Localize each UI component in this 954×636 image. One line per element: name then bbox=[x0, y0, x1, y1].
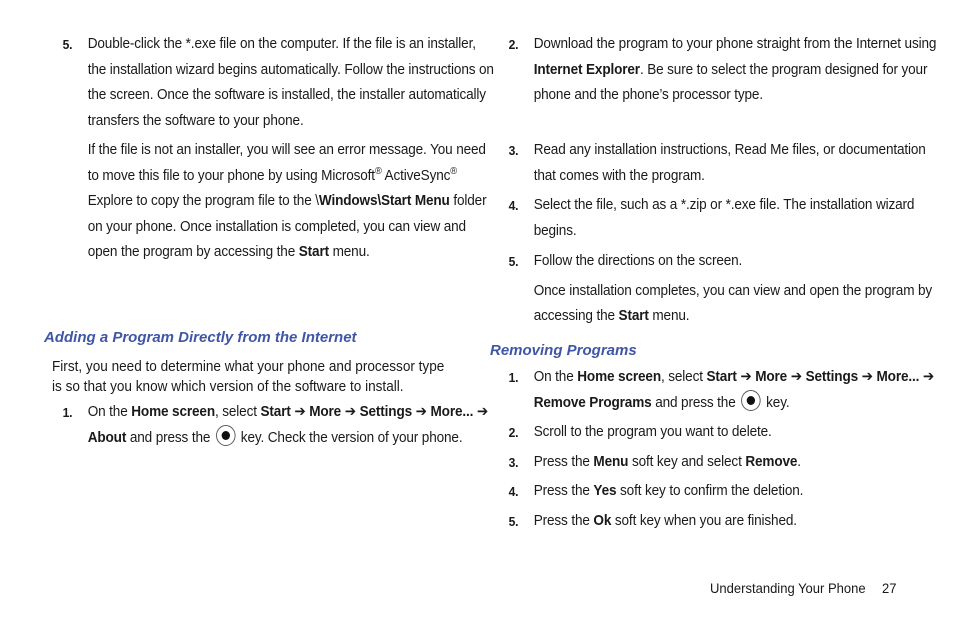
arrow-icon: ➔ bbox=[919, 369, 935, 385]
arrow-icon: ➔ bbox=[736, 369, 756, 385]
start-label: Start bbox=[618, 308, 649, 324]
registered-mark: ® bbox=[374, 165, 382, 177]
step-number: 5. bbox=[508, 254, 519, 269]
select-key-icon bbox=[741, 390, 761, 411]
right-step-3 bbox=[490, 138, 943, 189]
settings-label: Settings bbox=[805, 369, 859, 385]
remove-step-2 bbox=[490, 420, 943, 446]
menu-label: Menu bbox=[593, 454, 629, 470]
step-text: On the Home screen, select Start ➔ More ➔ Settings ➔ More... ➔ Remove Programs and press the key. bbox=[533, 369, 935, 411]
arrow-icon: ➔ bbox=[473, 404, 489, 420]
about-label: About bbox=[87, 429, 127, 446]
more-label: More bbox=[309, 404, 342, 420]
step-text: Press the Yes soft key to confirm the deletion. bbox=[533, 483, 804, 499]
more-label: More bbox=[755, 369, 788, 385]
intro-paragraph: First, you need to determine what your phone and processor type is so that you know which version of the software to install. bbox=[52, 359, 445, 395]
arrow-icon: ➔ bbox=[787, 369, 806, 385]
step-number: 2. bbox=[508, 425, 519, 440]
arrow-icon: ➔ bbox=[290, 404, 310, 420]
step-text: On the Home screen, select Start ➔ More ➔ Settings ➔ More... ➔ About and press the key. Check the version of your phone. bbox=[87, 404, 489, 446]
left-step-5 bbox=[44, 32, 497, 266]
step-note: Once installation completes, you can view and open the program by accessing the Start menu. bbox=[533, 282, 933, 324]
arrow-icon: ➔ bbox=[341, 404, 360, 420]
left-step-1 bbox=[44, 400, 497, 451]
more-dots-label: More... bbox=[876, 369, 920, 385]
step-text: Read any installation instructions, Read Me files, or documentation that comes with the program. bbox=[533, 142, 926, 184]
step-number: 5. bbox=[508, 514, 519, 529]
note-text: If the file is not an installer, you will see an error message. You need to move this file to your phone by using Microsoft bbox=[87, 142, 486, 184]
note-text: menu. bbox=[328, 244, 370, 260]
step-text: Double-click the *.exe file on the computer. If the file is an installer, the installation wizard begins automatically. Follow the instructions on the screen. Once the software is installed, the installer automatically transfers the software to your phone. bbox=[87, 36, 494, 129]
page-footer bbox=[710, 578, 897, 598]
ok-label: Ok bbox=[593, 513, 612, 529]
arrow-icon: ➔ bbox=[412, 404, 431, 420]
section-heading-removing-programs: Removing Programs bbox=[490, 342, 637, 359]
start-label: Start bbox=[706, 369, 737, 385]
step-text: Download the program to your phone straight from the Internet using Internet Explorer. Be sure to select the program designed for your phone and the phone’s processor type. bbox=[533, 36, 937, 103]
start-label: Start bbox=[298, 244, 329, 260]
step-number: 1. bbox=[508, 370, 519, 385]
start-label: Start bbox=[260, 404, 291, 420]
right-step-2 bbox=[490, 32, 943, 109]
note-text: ActiveSync bbox=[381, 167, 451, 184]
remove-label: Remove bbox=[745, 454, 798, 470]
note-text: folder on your phone. Once installation is completed, you can view and open the program by accessing the bbox=[87, 193, 487, 260]
remove-step-4 bbox=[490, 479, 943, 505]
home-screen-label: Home screen bbox=[577, 369, 661, 385]
step-text: Select the file, such as a *.zip or *.exe file. The installation wizard begins. bbox=[533, 197, 915, 239]
step-text: Press the Ok soft key when you are finished. bbox=[533, 513, 797, 529]
settings-label: Settings bbox=[359, 404, 413, 420]
step-number: 3. bbox=[508, 143, 519, 158]
step-number: 2. bbox=[508, 37, 519, 52]
remove-step-3 bbox=[490, 450, 943, 476]
remove-programs-label: Remove Programs bbox=[533, 394, 652, 411]
step-text: Scroll to the program you want to delete. bbox=[533, 424, 772, 440]
yes-label: Yes bbox=[593, 483, 617, 499]
arrow-icon: ➔ bbox=[858, 369, 877, 385]
footer-section-title: Understanding Your Phone bbox=[710, 580, 866, 596]
step-number: 4. bbox=[508, 484, 519, 499]
internet-explorer-label: Internet Explorer bbox=[533, 61, 640, 78]
step-text: Press the Menu soft key and select Remove. bbox=[533, 454, 801, 470]
home-screen-label: Home screen bbox=[131, 404, 215, 420]
remove-step-1 bbox=[490, 365, 943, 416]
right-step-4 bbox=[490, 193, 943, 244]
step-number: 3. bbox=[508, 455, 519, 470]
path-label: Windows\Start Menu bbox=[318, 193, 450, 209]
more-dots-label: More... bbox=[430, 404, 474, 420]
right-step-5 bbox=[490, 249, 943, 330]
step-number: 5. bbox=[62, 37, 73, 52]
step-note bbox=[88, 138, 497, 266]
remove-step-5 bbox=[490, 509, 943, 535]
note-text: Explore to copy the program file to the \ bbox=[87, 193, 319, 209]
page-number: 27 bbox=[882, 580, 897, 596]
step-number: 1. bbox=[62, 405, 73, 420]
select-key-icon bbox=[216, 425, 236, 446]
section-heading-adding-program: Adding a Program Directly from the Internet bbox=[44, 329, 357, 346]
registered-mark: ® bbox=[450, 165, 458, 177]
step-number: 4. bbox=[508, 198, 519, 213]
step-text: Follow the directions on the screen. bbox=[533, 253, 743, 269]
